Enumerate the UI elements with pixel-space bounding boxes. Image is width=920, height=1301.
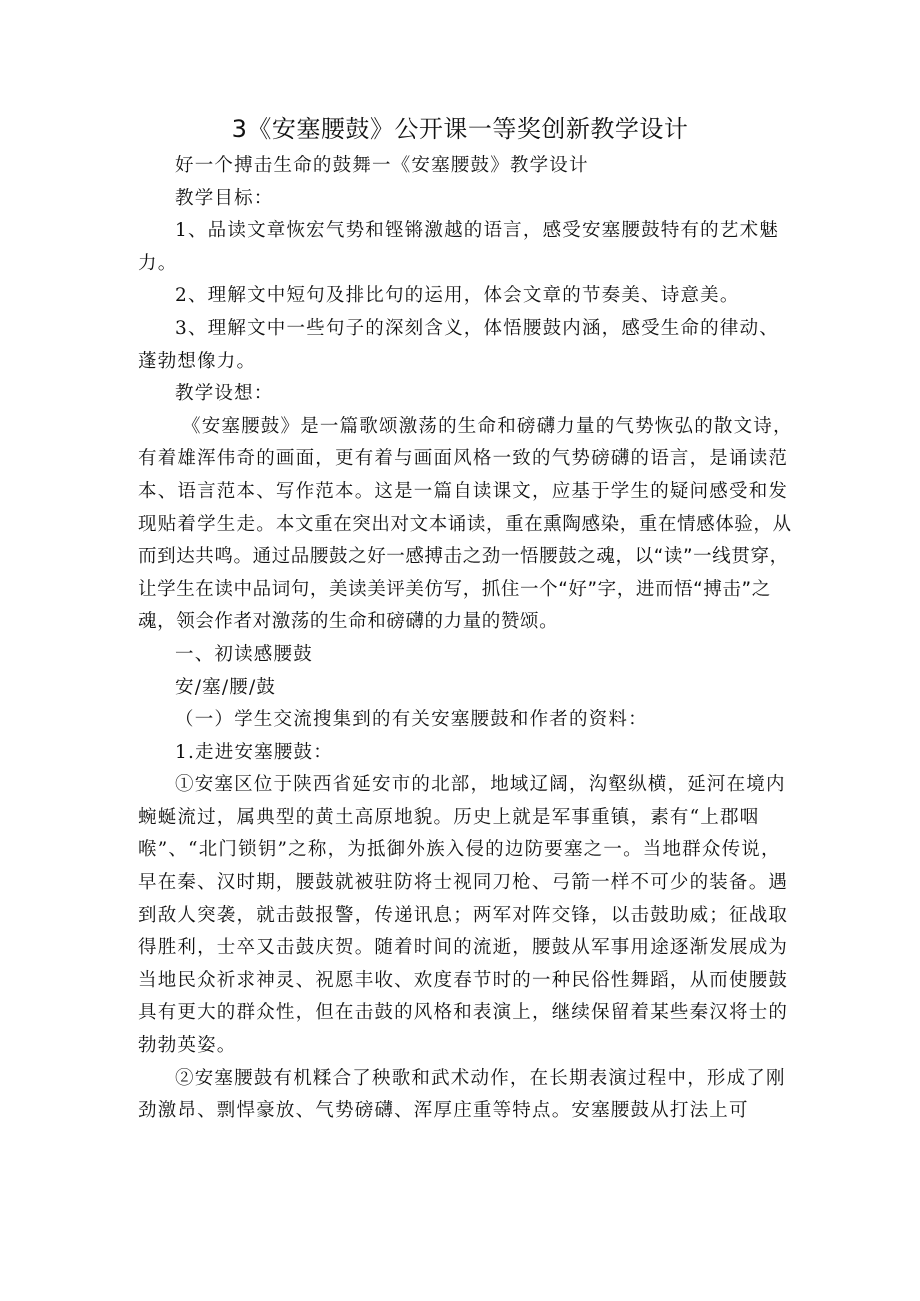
subsection-heading: （一）学生交流搜集到的有关安塞腰鼓和作者的资料： bbox=[175, 709, 648, 731]
document-title: 3《安塞腰鼓》公开课一等奖创新教学设计 bbox=[231, 115, 689, 143]
item-paragraph: ①安塞区位于陕西省延安市的北部，地域辽阔，沟壑纵横，延河在境内蜿蜒流过，属典型的黄土高原地貌。历史上就是军事重镇，素有“上郡咽喉”、“北门锁钥”之称，为抵御外族入侵的边防要塞之一。当地群众传说，早在秦、汉时期，腰鼓就被驻防将士视同刀枪、弓箭一样不可少的装备。遇到敌人突袭，就击鼓报警，传递讯息；两军对阵交锋，以击鼓助威；征战取得胜利，士卒又击鼓庆贺。随着时间的流逝，腰鼓从军事用途逐渐发展成为当地民众祈求神灵、祝愿丰收、欢度春节时的一种民俗性舞蹈，从而使腰鼓具有更大的群众性，但在击鼓的风格和表演上，继续保留着某些秦汉将士的勃勃英姿。 bbox=[138, 774, 789, 1057]
objective-item: 1、品读文章恢宏气势和铿锵激越的语言，感受安塞腰鼓特有的艺术魅力。 bbox=[138, 220, 779, 274]
design-paragraph bbox=[138, 411, 798, 639]
design-heading: 教学设想： bbox=[175, 383, 274, 405]
section-heading: 一、初读感腰鼓 bbox=[175, 643, 313, 665]
item-paragraph: ②安塞腰鼓有机糅合了秧歌和武术动作，在长期表演过程中，形成了刚劲激昂、剽悍豪放、气势磅礴、浑厚庄重等特点。安塞腰鼓从打法上可 bbox=[138, 1067, 786, 1122]
objective-item: 3、理解文中一些句子的深刻含义，体悟腰鼓内涵，感受生命的律动、蓬勃想像力。 bbox=[138, 317, 779, 372]
section-word: 安/塞/腰/鼓 bbox=[175, 676, 277, 698]
objective-item: 2、理解文中短句及排比句的运用，体会文章的节奏美、诗意美。 bbox=[175, 285, 740, 307]
objectives-heading: 教学目标： bbox=[175, 187, 274, 209]
document-body bbox=[138, 150, 798, 1128]
design-paragraph-part2: 本文重在突出对文本诵读，重在熏陶感染，重在情感体验，从而到达共鸣。通过品腰鼓之好一感搏击之劲一悟腰鼓之魂，以“读”一线贯穿，让学生在读中品词句，美读美评美仿写，抓住一个“好”字，进而悟“搏击”之魂，领会作者对激荡的生命和磅礴的力量的赞颂。 bbox=[138, 513, 792, 633]
subtitle: 好一个搏击生命的鼓舞一《安塞腰鼓》教学设计 bbox=[175, 155, 589, 176]
design-paragraph-part1: 《安塞腰鼓》是一篇歌颂激荡的生命和磅礴力量的气势恢弘的散文诗，有着雄浑伟奇的画面，更有着与画面风格一致的气势磅礴的语言，是诵读范本、语言范本、写作范本。这是一篇自读课文，应基于学生的疑问感受和发现贴着学生走。 bbox=[138, 415, 793, 535]
item-heading: 1.走进安塞腰鼓： bbox=[175, 741, 333, 763]
